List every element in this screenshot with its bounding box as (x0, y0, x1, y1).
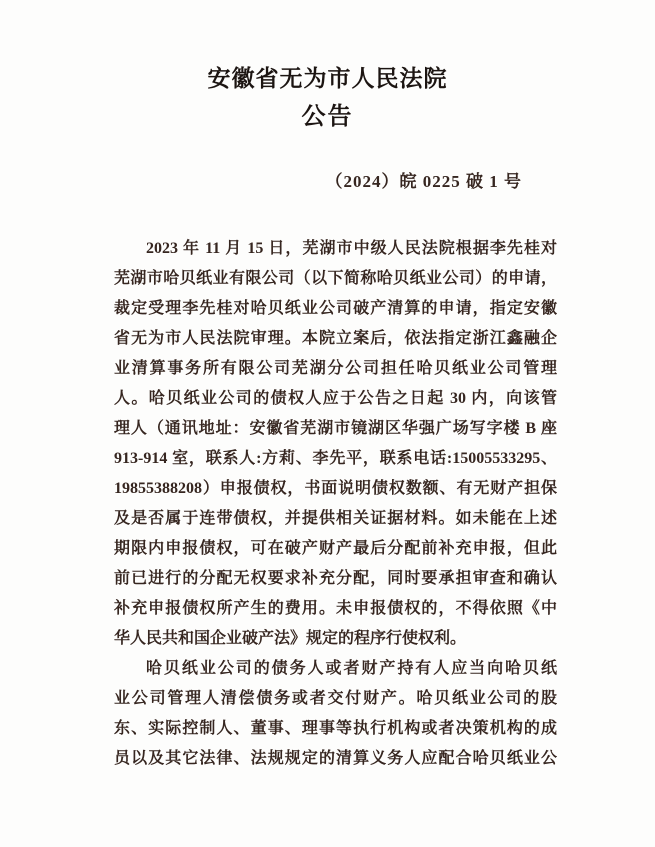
body-line: 裁定受理李先桂对哈贝纸业公司破产清算的申请，指定安徽 (114, 300, 557, 317)
body-line: 东、实际控制人、董事、理事等执行机构或者决策机构的成 (114, 720, 557, 737)
body-line: 华人民共和国企业破产法》规定的程序行使权利。 (114, 630, 467, 647)
case-number: （2024）皖 0225 破 1 号 (325, 172, 522, 191)
body-line: 期限内申报债权，可在破产财产最后分配前补充申报，但此 (114, 540, 557, 557)
body-line: 前已进行的分配无权要求补充分配，同时要承担审查和确认 (114, 570, 557, 587)
document-body (114, 234, 557, 774)
body-line: 及是否属于连带债权，并提供相关证据材料。如未能在上述 (114, 510, 557, 527)
body-line: 2023 年 11 月 15 日，芜湖市中级人民法院根据李先桂对 (146, 240, 557, 257)
court-name: 安徽省无为市人民法院 (207, 65, 448, 91)
body-line: 业清算事务所有限公司芜湖分公司担任哈贝纸业公司管理 (114, 360, 557, 377)
doc-title: 公告 (301, 103, 354, 130)
body-line: 补充申报债权所产生的费用。未申报债权的，不得依照《中 (114, 600, 557, 617)
body-line: 19855388208）申报债权，书面说明债权数额、有无财产担保 (114, 480, 557, 497)
body-line: 理人（通讯地址：安徽省芜湖市镜湖区华强广场写字楼 B 座 (114, 420, 557, 437)
case-number-row (0, 170, 655, 194)
body-line: 人。哈贝纸业公司的债权人应于公告之日起 30 内，向该管 (114, 390, 557, 407)
body-line: 哈贝纸业公司的债务人或者财产持有人应当向哈贝纸 (146, 660, 557, 677)
body-line: 省无为市人民法院审理。本院立案后，依法指定浙江鑫融企 (114, 330, 557, 347)
body-line: 芜湖市哈贝纸业有限公司（以下简称哈贝纸业公司）的申请， (114, 270, 557, 287)
body-line: 业公司管理人清偿债务或者交付财产。哈贝纸业公司的股 (114, 690, 557, 707)
body-line: 员以及其它法律、法规规定的清算义务人应配合哈贝纸业公 (114, 750, 557, 767)
body-line: 913-914 室，联系人:方莉、李先平，联系电话:15005533295、 (114, 450, 557, 467)
